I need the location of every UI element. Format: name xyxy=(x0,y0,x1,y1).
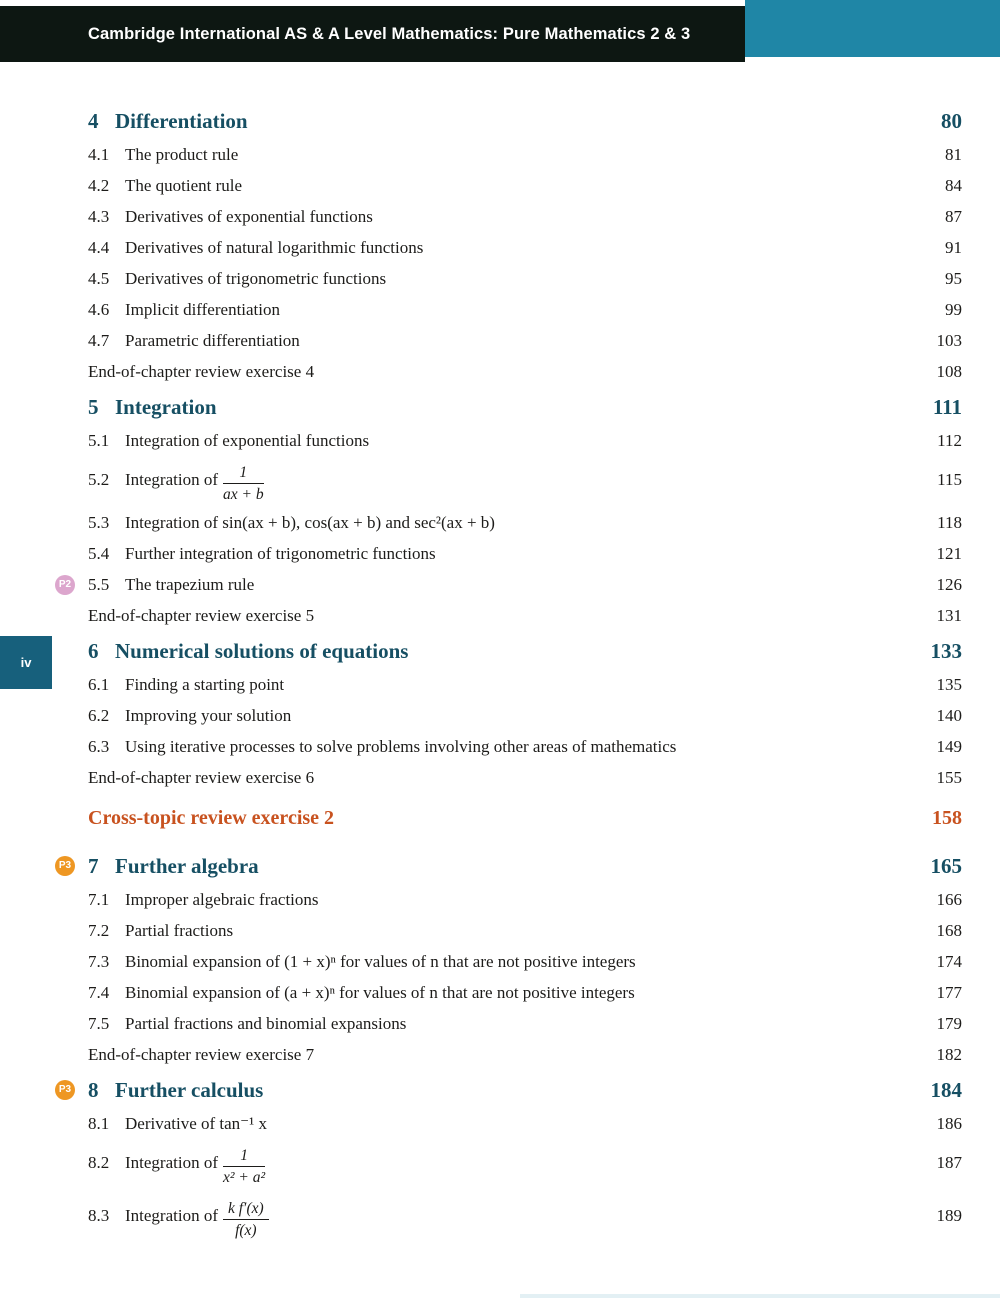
section-number: 5.1 xyxy=(88,431,110,450)
page-number: 121 xyxy=(936,544,962,563)
page-number: 95 xyxy=(945,269,962,288)
p3-badge: P3 xyxy=(55,856,75,876)
section-title: The product rule xyxy=(125,145,239,164)
section-number: 6.2 xyxy=(88,706,110,725)
toc-item xyxy=(88,270,962,288)
chapter-heading xyxy=(88,638,962,664)
cross-topic-label: Cross-topic review exercise 2 xyxy=(88,807,335,829)
toc-item xyxy=(88,953,962,971)
section-title: Implicit differentiation xyxy=(125,300,281,319)
fraction-denominator: x² + a² xyxy=(223,1169,266,1186)
chapter-title: Numerical solutions of equations xyxy=(115,639,409,663)
toc-item xyxy=(88,922,962,940)
section-title: Parametric differentiation xyxy=(125,331,300,350)
chapter-heading xyxy=(58,853,962,879)
fraction xyxy=(223,1146,265,1187)
section-title: Finding a starting point xyxy=(125,675,285,694)
chapter-heading xyxy=(58,1077,962,1103)
page-number: 155 xyxy=(936,768,962,787)
chapter-page-number: 184 xyxy=(930,1078,962,1102)
section-number: 7.3 xyxy=(88,952,110,971)
page-number: 149 xyxy=(936,737,962,756)
bottom-edge-accent xyxy=(520,1294,1000,1298)
section-number: 6.3 xyxy=(88,737,110,756)
chapter-number: 7 xyxy=(88,854,99,878)
section-title xyxy=(125,1146,890,1187)
p3-badge: P3 xyxy=(55,1080,75,1100)
toc-item xyxy=(88,146,962,164)
section-title: Integration of exponential functions xyxy=(125,431,370,450)
toc-item xyxy=(88,432,962,450)
toc-item xyxy=(88,1015,962,1033)
section-title: Improving your solution xyxy=(125,706,292,725)
page-number: 103 xyxy=(936,331,962,350)
page-number: 131 xyxy=(936,606,962,625)
section-number: 6.1 xyxy=(88,675,110,694)
toc-item xyxy=(88,208,962,226)
toc-item xyxy=(88,707,962,725)
page-number: 87 xyxy=(945,207,962,226)
section-number: 4.7 xyxy=(88,331,110,350)
page-number: 108 xyxy=(936,362,962,381)
section-title-text: Integration of xyxy=(125,470,218,489)
chapter-page-number: 111 xyxy=(932,395,962,419)
header-title-bar xyxy=(0,6,745,62)
fraction-denominator: ax + b xyxy=(223,486,264,503)
section-title-text: Integration of xyxy=(125,1206,218,1225)
section-number: 4.1 xyxy=(88,145,110,164)
toc-item xyxy=(88,984,962,1002)
review-label: End-of-chapter review exercise 7 xyxy=(88,1045,315,1064)
section-number: 5.4 xyxy=(88,544,110,563)
toc-item xyxy=(88,676,962,694)
review-label: End-of-chapter review exercise 6 xyxy=(88,768,315,787)
section-number: 4.2 xyxy=(88,176,110,195)
chapter-number: 8 xyxy=(88,1078,99,1102)
section-number: 4.6 xyxy=(88,300,110,319)
page-number: 91 xyxy=(945,238,962,257)
section-title: Integration of sin(ax + b), cos(ax + b) and sec²(ax + b) xyxy=(125,513,495,532)
section-title xyxy=(125,463,890,504)
section-title xyxy=(125,1199,890,1240)
chapter-title: Further calculus xyxy=(115,1078,264,1102)
page-number: 135 xyxy=(936,675,962,694)
toc-item xyxy=(88,1146,962,1187)
section-title: Partial fractions and binomial expansions xyxy=(125,1014,407,1033)
chapter-number: 4 xyxy=(88,109,99,133)
page-number: 182 xyxy=(936,1045,962,1064)
section-title: Improper algebraic fractions xyxy=(125,890,319,909)
fraction xyxy=(223,463,264,504)
review-label: End-of-chapter review exercise 5 xyxy=(88,606,315,625)
end-of-chapter-review xyxy=(88,769,962,787)
section-title-text: Integration of xyxy=(125,1153,218,1172)
chapter-page-number: 165 xyxy=(930,854,962,878)
section-title: The quotient rule xyxy=(125,176,243,195)
section-number: 5.3 xyxy=(88,513,110,532)
page-number: 186 xyxy=(936,1114,962,1133)
review-label: End-of-chapter review exercise 4 xyxy=(88,362,315,381)
page-number-tab-label: iv xyxy=(20,655,32,670)
page-number: 158 xyxy=(932,807,962,829)
section-title: Derivatives of natural logarithmic functions xyxy=(125,238,424,257)
page-number: 126 xyxy=(936,575,962,594)
chapter-title: Further algebra xyxy=(115,854,259,878)
header-bar xyxy=(0,0,1000,62)
section-number: 8.2 xyxy=(88,1153,110,1172)
page-number: 179 xyxy=(936,1014,962,1033)
page-number: 174 xyxy=(936,952,962,971)
page-number: 99 xyxy=(945,300,962,319)
section-number: 8.3 xyxy=(88,1206,110,1225)
end-of-chapter-review xyxy=(88,363,962,381)
toc-item xyxy=(88,514,962,532)
toc-item xyxy=(58,575,962,594)
section-title: Derivatives of exponential functions xyxy=(125,207,373,226)
toc-item xyxy=(88,1115,962,1133)
chapter-number: 5 xyxy=(88,395,99,419)
page-number: 166 xyxy=(936,890,962,909)
toc-item xyxy=(88,545,962,563)
page-number: 81 xyxy=(945,145,962,164)
section-title: Derivatives of trigonometric functions xyxy=(125,269,387,288)
book-title: Cambridge International AS & A Level Mathematics: Pure Mathematics 2 & 3 xyxy=(88,24,691,43)
fraction-numerator: k f′(x) xyxy=(223,1199,269,1220)
section-number: 4.3 xyxy=(88,207,110,226)
section-number: 7.2 xyxy=(88,921,110,940)
chapter-page-number: 133 xyxy=(930,639,962,663)
section-title: Binomial expansion of (a + x)ⁿ for values of n that are not positive integers xyxy=(125,983,635,1002)
page-number: 189 xyxy=(936,1206,962,1225)
section-number: 5.5 xyxy=(88,575,110,594)
section-number: 4.5 xyxy=(88,269,110,288)
toc-item xyxy=(88,177,962,195)
chapter-heading xyxy=(88,108,962,134)
toc-item xyxy=(88,1199,962,1240)
end-of-chapter-review xyxy=(88,607,962,625)
section-title: Derivative of tan⁻¹ x xyxy=(125,1114,267,1133)
page-number: 177 xyxy=(936,983,962,1002)
chapter-title: Integration xyxy=(115,395,217,419)
toc-item xyxy=(88,738,962,756)
toc-item xyxy=(88,891,962,909)
end-of-chapter-review xyxy=(88,1046,962,1064)
section-title: Using iterative processes to solve problems involving other areas of mathematics xyxy=(125,737,677,756)
toc-item xyxy=(88,239,962,257)
page-number: 84 xyxy=(945,176,962,195)
chapter-page-number: 80 xyxy=(941,109,962,133)
section-title: Binomial expansion of (1 + x)ⁿ for values of n that are not positive integers xyxy=(125,952,636,971)
fraction-numerator: 1 xyxy=(223,1146,265,1167)
page-number: 112 xyxy=(937,431,962,450)
fraction-numerator: 1 xyxy=(223,463,264,484)
cross-topic-review xyxy=(88,805,962,831)
chapter-title: Differentiation xyxy=(115,109,248,133)
page-number: 168 xyxy=(936,921,962,940)
chapter-heading xyxy=(88,394,962,420)
fraction xyxy=(223,1199,269,1240)
chapter-number: 6 xyxy=(88,639,99,663)
section-number: 7.4 xyxy=(88,983,110,1002)
page-number: 118 xyxy=(937,513,962,532)
page-number: 140 xyxy=(936,706,962,725)
section-number: 8.1 xyxy=(88,1114,110,1133)
fraction-denominator: f(x) xyxy=(235,1222,257,1239)
page-number: 187 xyxy=(936,1153,962,1172)
section-number: 7.1 xyxy=(88,890,110,909)
section-title: Partial fractions xyxy=(125,921,234,940)
section-number: 7.5 xyxy=(88,1014,110,1033)
toc-item xyxy=(88,332,962,350)
section-title: The trapezium rule xyxy=(125,575,255,594)
p2-badge: P2 xyxy=(55,575,75,595)
page-number: 115 xyxy=(937,470,962,489)
header-accent-block xyxy=(745,0,1000,57)
section-number: 4.4 xyxy=(88,238,110,257)
section-title: Further integration of trigonometric functions xyxy=(125,544,436,563)
toc-item xyxy=(88,463,962,504)
section-number: 5.2 xyxy=(88,470,110,489)
toc-item xyxy=(88,301,962,319)
table-of-contents xyxy=(0,62,1000,1252)
